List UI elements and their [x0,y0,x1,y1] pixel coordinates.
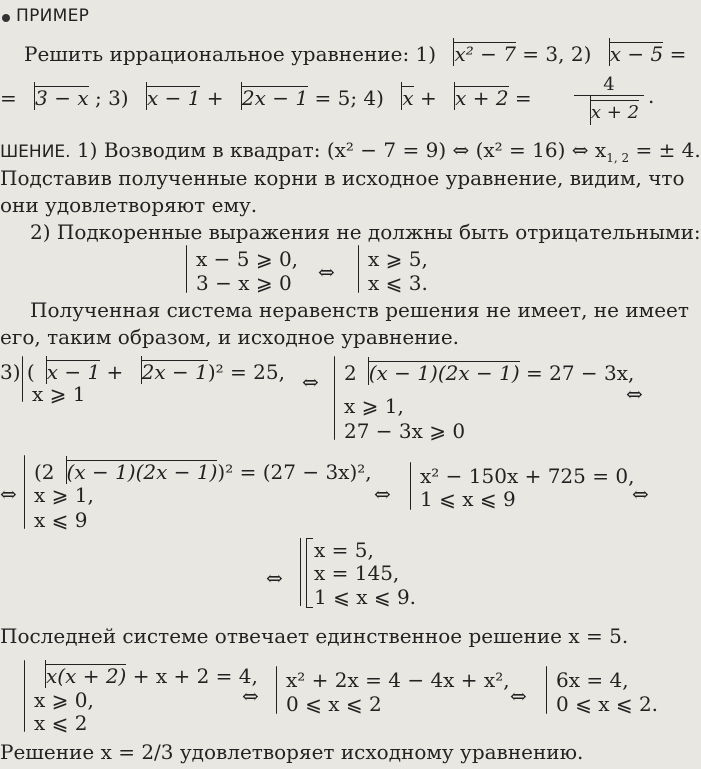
bracket-p5 [300,538,301,606]
brace-p6-res [546,666,547,714]
brace-p6-sys [276,666,277,714]
solution-line-8: Решение x = 2/3 удовлетворяет исходному уравнению. [0,740,584,764]
solution-line-1: ШЕНИЕ. 1) Возводим в квадрат: (x² − 7 = 9) ⇔ (x² = 16) ⇔ $x_{1, 2}$ = ± 4. [0,138,701,165]
set-bracket-p5 [306,538,313,608]
sqrt-eq4a: x [390,86,413,108]
solution-line-5: Полученная система неравенств решения не имеет, не имеет [30,298,689,322]
brace-p4-sys [410,462,411,510]
solution-line-4: 2) Подкоренные выражения не должны быть отрицательными: [30,220,701,244]
bullet-icon [2,14,10,22]
part3-eq: 3) ( x − 1 + 2x − 1)² = 25, [0,360,285,384]
task-line-1: Решить иррациональное уравнение: 1) x² − 7 = 3, 2) x − 5 = [24,42,687,66]
brace-p3 [22,356,23,402]
brace-sys2 [358,245,359,293]
example-heading: ПРИМЕР [16,6,90,26]
brace-p3-sys [334,356,335,440]
brace-p6 [24,660,25,732]
solution-line-2: Подставив полученные корни в исходное уравнение, видим, что [0,166,685,190]
sqrt-eq1: x² − 7 [442,42,516,64]
solution-line-6: его, таким образом, и исходное уравнение. [0,325,460,349]
sqrt-eq3b: 2x − 1 [230,86,308,108]
fraction-4: $\frac{4}{x + 2}$ [574,74,644,123]
sqrt-eq2: x − 5 [598,42,663,64]
task-line-2: = 3 − x ; 3) x − 1 + 2x − 1 = 5; 4) x + x + 2 = [0,86,532,110]
sqrt-eq4b: x + 2 [443,86,508,108]
brace-p4 [24,455,25,529]
sqrt-eq3a: x − 1 [135,86,200,108]
sqrt-eq2b: 3 − x [23,86,88,108]
brace-sys1 [186,245,187,293]
solution-line-3: они удовлетворяют ему. [0,193,258,217]
solution-line-7: Последней системе отвечает единственное решение x = 5. [0,624,629,648]
